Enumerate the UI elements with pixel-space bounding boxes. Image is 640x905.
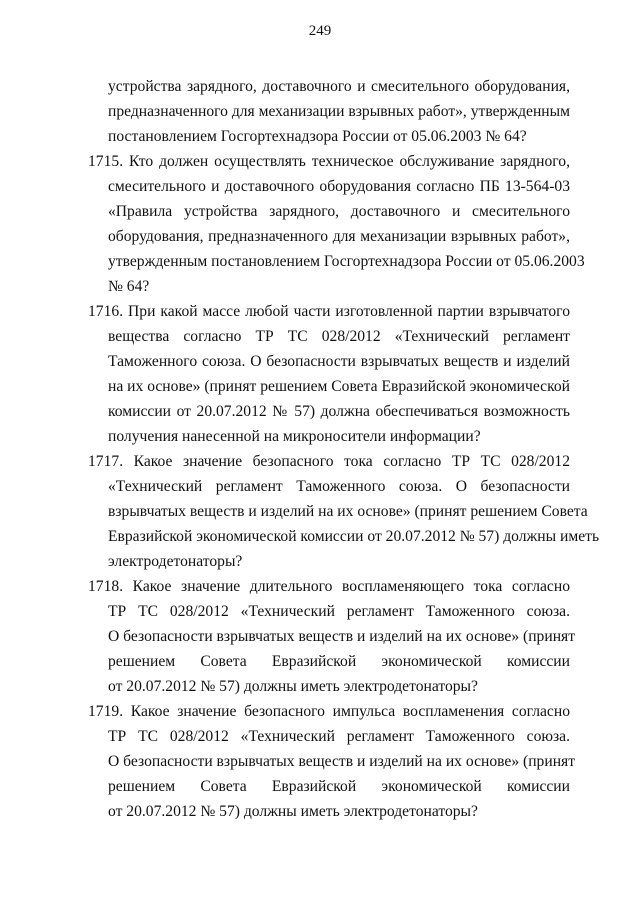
text-line: от 20.07.2012 № 57) должны иметь электродетонаторы? xyxy=(108,678,478,695)
text-line: О безопасности взрывчатых веществ и изделий на их основе» (принят xyxy=(108,628,576,645)
text-line: О безопасности взрывчатых веществ и изделий на их основе» (принят xyxy=(108,753,576,770)
question-1718 xyxy=(88,574,576,699)
text-line: 1719. Какое значение безопасного импульса воспламенения согласно xyxy=(88,703,570,720)
text-line: ТР ТС 028/2012 «Технический регламент Таможенного союза. xyxy=(108,728,570,745)
text-line: постановлением Госгортехнадзора России от 05.06.2003 № 64? xyxy=(108,128,527,145)
text-line: «Технический регламент Таможенного союза. О безопасности xyxy=(108,478,570,495)
text-line: на их основе» (принят решением Совета Евразийской экономической xyxy=(108,378,571,395)
document-body xyxy=(88,74,600,824)
text-line: 1716. При какой массе любой части изготовленной партии взрывчатого xyxy=(88,303,570,320)
text-line: смесительного и доставочного оборудования согласно ПБ 13-564-03 xyxy=(108,178,570,195)
text-line: решением Совета Евразийской экономической комиссии xyxy=(108,778,570,795)
text-line: комиссии от 20.07.2012 № 57) должна обеспечиваться возможность xyxy=(108,403,570,420)
text-line: ТР ТС 028/2012 «Технический регламент Таможенного союза. xyxy=(108,603,570,620)
text-line: 1715. Кто должен осуществлять техническое обслуживание зарядного, xyxy=(88,153,570,170)
paragraph-continuation xyxy=(88,74,570,149)
page-number: 249 xyxy=(308,23,332,39)
text-line: вещества согласно ТР ТС 028/2012 «Технический регламент xyxy=(108,328,570,345)
text-line: предназначенного для механизации взрывных работ», утвержденным xyxy=(108,103,570,120)
text-line: 1717. Какое значение безопасного тока согласно ТР ТС 028/2012 xyxy=(88,453,570,470)
text-line: № 64? xyxy=(108,278,150,295)
text-line: «Правила устройства зарядного, доставочного и смесительного xyxy=(108,203,570,220)
text-line: устройства зарядного, доставочного и смесительного оборудования, xyxy=(108,78,570,95)
text-line: 1718. Какое значение длительного воспламеняющего тока согласно xyxy=(88,578,570,595)
text-line: решением Совета Евразийской экономической комиссии xyxy=(108,653,570,670)
question-1716 xyxy=(88,299,570,449)
text-line: Таможенного союза. О безопасности взрывчатых веществ и изделий xyxy=(108,353,570,370)
text-line: Евразийской экономической комиссии от 20.07.2012 № 57) должны иметь xyxy=(108,528,600,545)
question-1717 xyxy=(88,449,600,574)
text-line: от 20.07.2012 № 57) должны иметь электродетонаторы? xyxy=(108,803,478,820)
question-1715 xyxy=(88,149,585,299)
text-line: получения нанесенной на микроносители информации? xyxy=(108,428,481,445)
text-line: электродетонаторы? xyxy=(108,553,243,570)
text-line: взрывчатых веществ и изделий на их основе» (принят решением Совета xyxy=(108,503,588,520)
question-1719 xyxy=(88,699,576,824)
text-line: утвержденным постановлением Госгортехнадзора России от 05.06.2003 xyxy=(108,253,585,270)
text-line: оборудования, предназначенного для механизации взрывных работ», xyxy=(108,228,570,245)
